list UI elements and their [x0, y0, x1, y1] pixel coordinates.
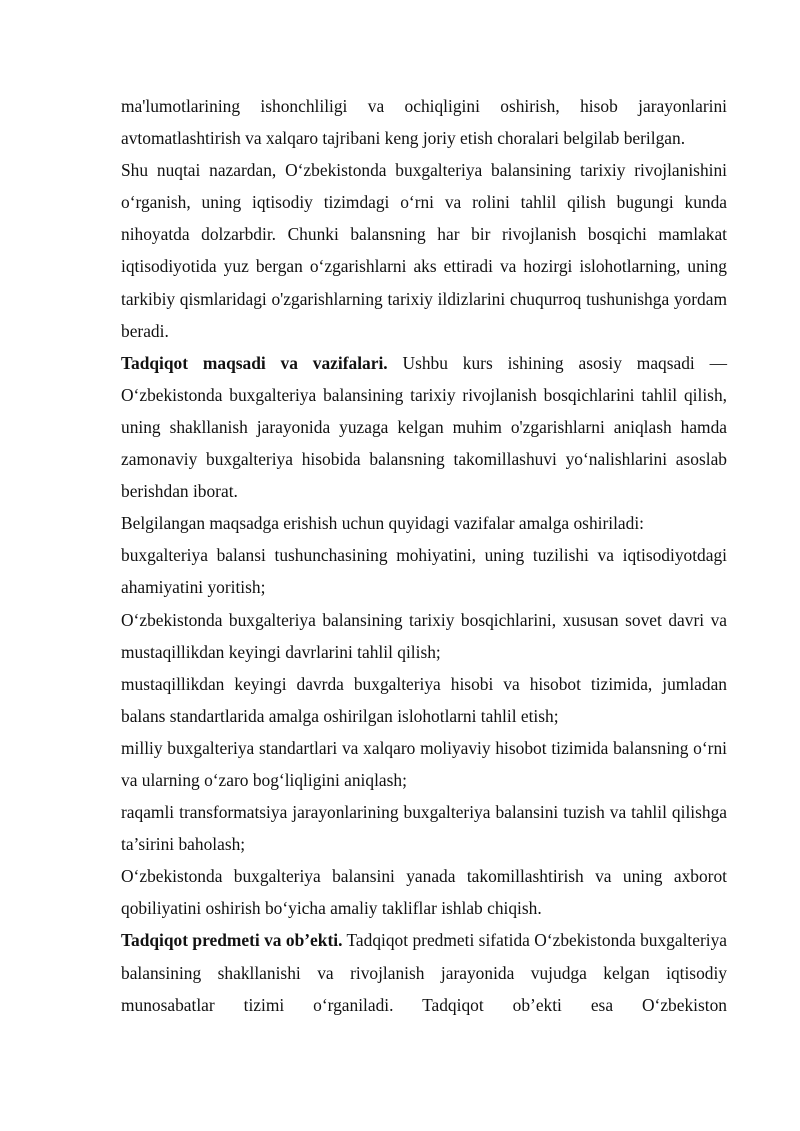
paragraph-text: raqamli transformatsiya jarayonlarining buxgalteriya balansini tuzish va tahlil qilishga ta’sirini baholash;: [121, 802, 727, 855]
paragraph-text: Belgilangan maqsadga erishish uchun quyidagi vazifalar amalga oshiriladi:: [121, 513, 645, 534]
task-item-5: [121, 796, 727, 860]
paragraph-research-goal: [121, 347, 727, 507]
paragraph-text: Shu nuqtai nazardan, O‘zbekistonda buxgalteriya balansining tarixiy rivojlanishini o‘rganish, uning iqtisodiy tizimdagi o‘rni va rolini tahlil qilish bugungi kunda nihoyatda dolzarbdir. Chunki balansning har bir rivojlanish bosqichi mamlakat iqtisodiyotida yuz bergan o‘zgarishlarni aks ettiradi va hozirgi islohotlarning, uning tarkibiy qismlaridagi o'zgarishlarning tarixiy ildizlarini chuqurroq tushunishga yordam beradi.: [121, 160, 727, 341]
paragraph-text: Ushbu kurs ishining asosiy maqsadi — O‘zbekistonda buxgalteriya balansining tarixiy rivojlanish bosqichlarini tahlil qilish, uning shakllanish jarayonida yuzaga kelgan muhim o'zgarishlarni aniqlash hamda zamonaviy buxgalteriya hisobida balansning takomillashuvi yo‘nalishlarini asoslab berishdan iborat.: [121, 352, 727, 502]
paragraph-text: O‘zbekistonda buxgalteriya balansining tarixiy bosqichlarini, xususan sovet davri va mustaqillikdan keyingi davrlarini tahlil qilish;: [121, 609, 727, 662]
task-item-1: [121, 539, 727, 603]
task-item-6: [121, 860, 727, 924]
section-heading-subject: Tadqiqot predmeti va ob’ekti.: [121, 930, 343, 951]
paragraph-subject-object: [121, 924, 727, 1020]
paragraph-text: Tadqiqot predmeti sifatida O‘zbekistonda buxgalteriya balansining shakllanishi va rivojlanish jarayonida vujudga kelgan iqtisodiy munosabatlar tizimi o‘rganiladi. Tadqiqot ob’ekti esa O‘zbekiston: [121, 930, 727, 1015]
paragraph-text: buxgalteriya balansi tushunchasining mohiyatini, uning tuzilishi va iqtisodiyotdagi ahamiyatini yoritish;: [121, 545, 727, 598]
task-item-3: [121, 668, 727, 732]
paragraph-text: milliy buxgalteriya standartlari va xalqaro moliyaviy hisobot tizimida balansning o‘rni va ularning o‘zaro bog‘liqligini aniqlash;: [121, 737, 727, 790]
paragraph-text: mustaqillikdan keyingi davrda buxgalteriya hisobi va hisobot tizimida, jumladan balans standartlarida amalga oshirilgan islohotlarni tahlil etish;: [121, 673, 727, 726]
document-body: [121, 90, 727, 1021]
task-item-4: [121, 732, 727, 796]
paragraph-tasks-intro: [121, 507, 727, 539]
paragraph-text: O‘zbekistonda buxgalteriya balansini yanada takomillashtirish va uning axborot qobiliyatini oshirish bo‘yicha amaliy takliflar ishlab chiqish.: [121, 866, 727, 919]
paragraph-text: ma'lumotlarining ishonchliligi va ochiqligini oshirish, hisob jarayonlarini avtomatlashtirish va xalqaro tajribani keng joriy etish choralari belgilab berilgan.: [121, 96, 727, 149]
paragraph-relevance: [121, 154, 727, 347]
paragraph-intro-continuation: [121, 90, 727, 154]
section-heading-goal: Tadqiqot maqsadi va vazifalari.: [121, 352, 388, 373]
task-item-2: [121, 604, 727, 668]
